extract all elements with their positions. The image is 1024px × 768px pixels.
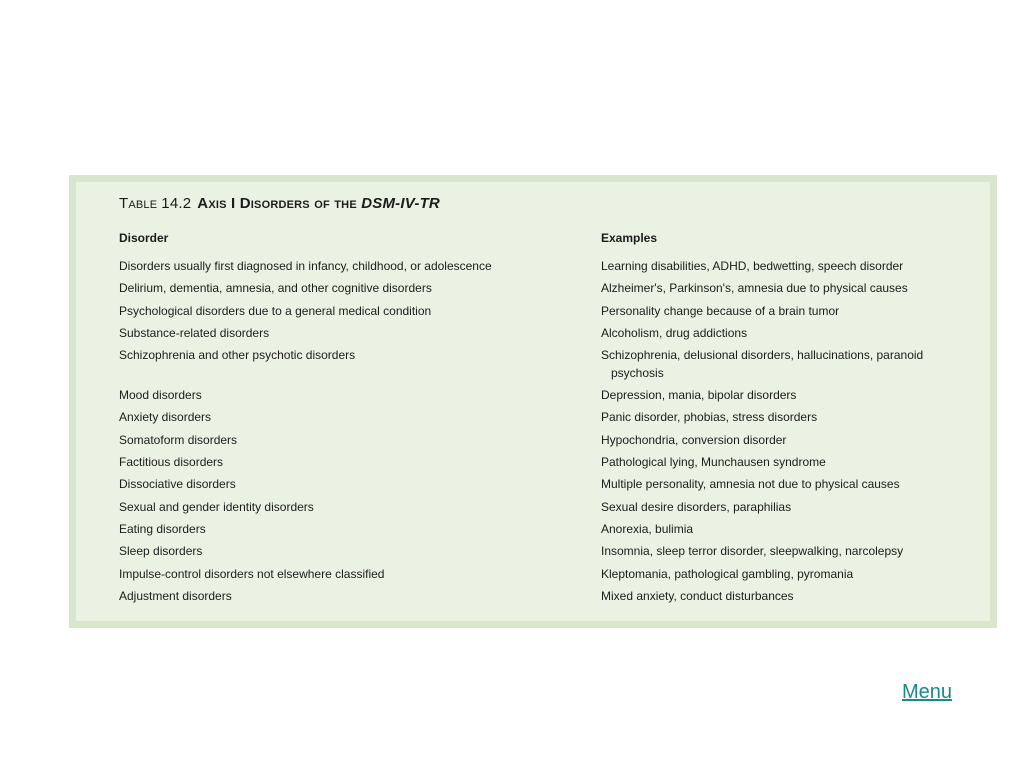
table-row (119, 587, 979, 605)
examples-text: Personality change because of a brain tumor (601, 303, 840, 318)
disorder-cell: Psychological disorders due to a general medical condition (119, 303, 432, 318)
examples-cell (601, 520, 971, 538)
table-row (119, 386, 979, 404)
examples-text: Pathological lying, Munchausen syndrome (601, 455, 826, 470)
examples-cell (601, 257, 971, 275)
examples-text: Learning disabilities, ADHD, bedwetting, speech disorder (601, 259, 904, 273)
table-title (119, 195, 440, 212)
examples-cell (601, 498, 971, 516)
disorder-cell: Somatoform disorders (119, 432, 238, 447)
examples-text: Anorexia, bulimia (601, 521, 694, 536)
examples-cell (601, 346, 971, 382)
examples-cell (601, 302, 971, 320)
examples-cell (601, 475, 971, 493)
table-row (119, 475, 979, 493)
table-row (119, 431, 979, 449)
disorder-cell: Anxiety disorders (119, 410, 212, 425)
examples-cell (601, 324, 971, 342)
table-number: 14.2 (161, 195, 192, 212)
table-row (119, 257, 979, 275)
table-dsm: DSM-IV-TR (361, 195, 440, 212)
table-row (119, 565, 979, 583)
disorder-cell: Impulse-control disorders not elsewhere classified (119, 566, 385, 581)
examples-text: Sexual desire disorders, paraphilias (601, 499, 792, 514)
examples-cell (601, 408, 971, 426)
examples-cell (601, 386, 971, 404)
disorder-cell: Disorders usually first diagnosed in infancy, childhood, or adolescence (119, 259, 492, 273)
disorder-cell: Sleep disorders (119, 544, 203, 559)
table-row (119, 520, 979, 538)
table-row (119, 324, 979, 342)
table-row (119, 542, 979, 560)
examples-text: Depression, mania, bipolar disorders (601, 388, 797, 403)
table-row (119, 346, 979, 382)
examples-text: Alzheimer's, Parkinson's, amnesia due to physical causes (601, 281, 908, 296)
disorder-cell: Adjustment disorders (119, 588, 232, 603)
table-panel (69, 175, 997, 628)
column-header-disorder: Disorder (119, 231, 169, 245)
examples-text: Hypochondria, conversion disorder (601, 432, 787, 447)
examples-text: Mixed anxiety, conduct disturbances (601, 588, 794, 603)
column-header-examples: Examples (601, 231, 658, 245)
examples-text: Multiple personality, amnesia not due to physical causes (601, 477, 900, 492)
table-row (119, 302, 979, 320)
table-label: Table (119, 195, 158, 212)
examples-cell (601, 565, 971, 583)
menu-link[interactable]: Menu (902, 681, 953, 703)
disorder-cell: Sexual and gender identity disorders (119, 499, 314, 514)
table-row (119, 498, 979, 516)
disorder-cell: Eating disorders (119, 521, 206, 536)
examples-cell (601, 279, 971, 297)
table-row (119, 279, 979, 297)
examples-text: Schizophrenia, delusional disorders, hallucinations, paranoid (601, 348, 924, 363)
disorder-cell: Factitious disorders (119, 455, 224, 470)
examples-cell (601, 587, 971, 605)
examples-text: Kleptomania, pathological gambling, pyromania (601, 566, 854, 581)
disorder-cell: Substance-related disorders (119, 325, 270, 340)
table-row (119, 408, 979, 426)
table-row (119, 453, 979, 471)
examples-cell (601, 542, 971, 560)
disorder-cell: Schizophrenia and other psychotic disorders (119, 348, 356, 363)
examples-text: Insomnia, sleep terror disorder, sleepwalking, narcolepsy (601, 544, 904, 559)
examples-cell (601, 453, 971, 471)
table-rows (119, 257, 979, 609)
examples-text: Panic disorder, phobias, stress disorders (601, 410, 818, 425)
table-body (76, 182, 990, 621)
disorder-cell: Mood disorders (119, 388, 202, 403)
examples-cell (601, 431, 971, 449)
examples-text-continued: psychosis (611, 366, 664, 381)
table-subject: Axis I Disorders of the (197, 195, 357, 212)
disorder-cell: Dissociative disorders (119, 477, 236, 492)
examples-text: Alcoholism, drug addictions (601, 325, 748, 340)
disorder-cell: Delirium, dementia, amnesia, and other cognitive disorders (119, 281, 432, 296)
